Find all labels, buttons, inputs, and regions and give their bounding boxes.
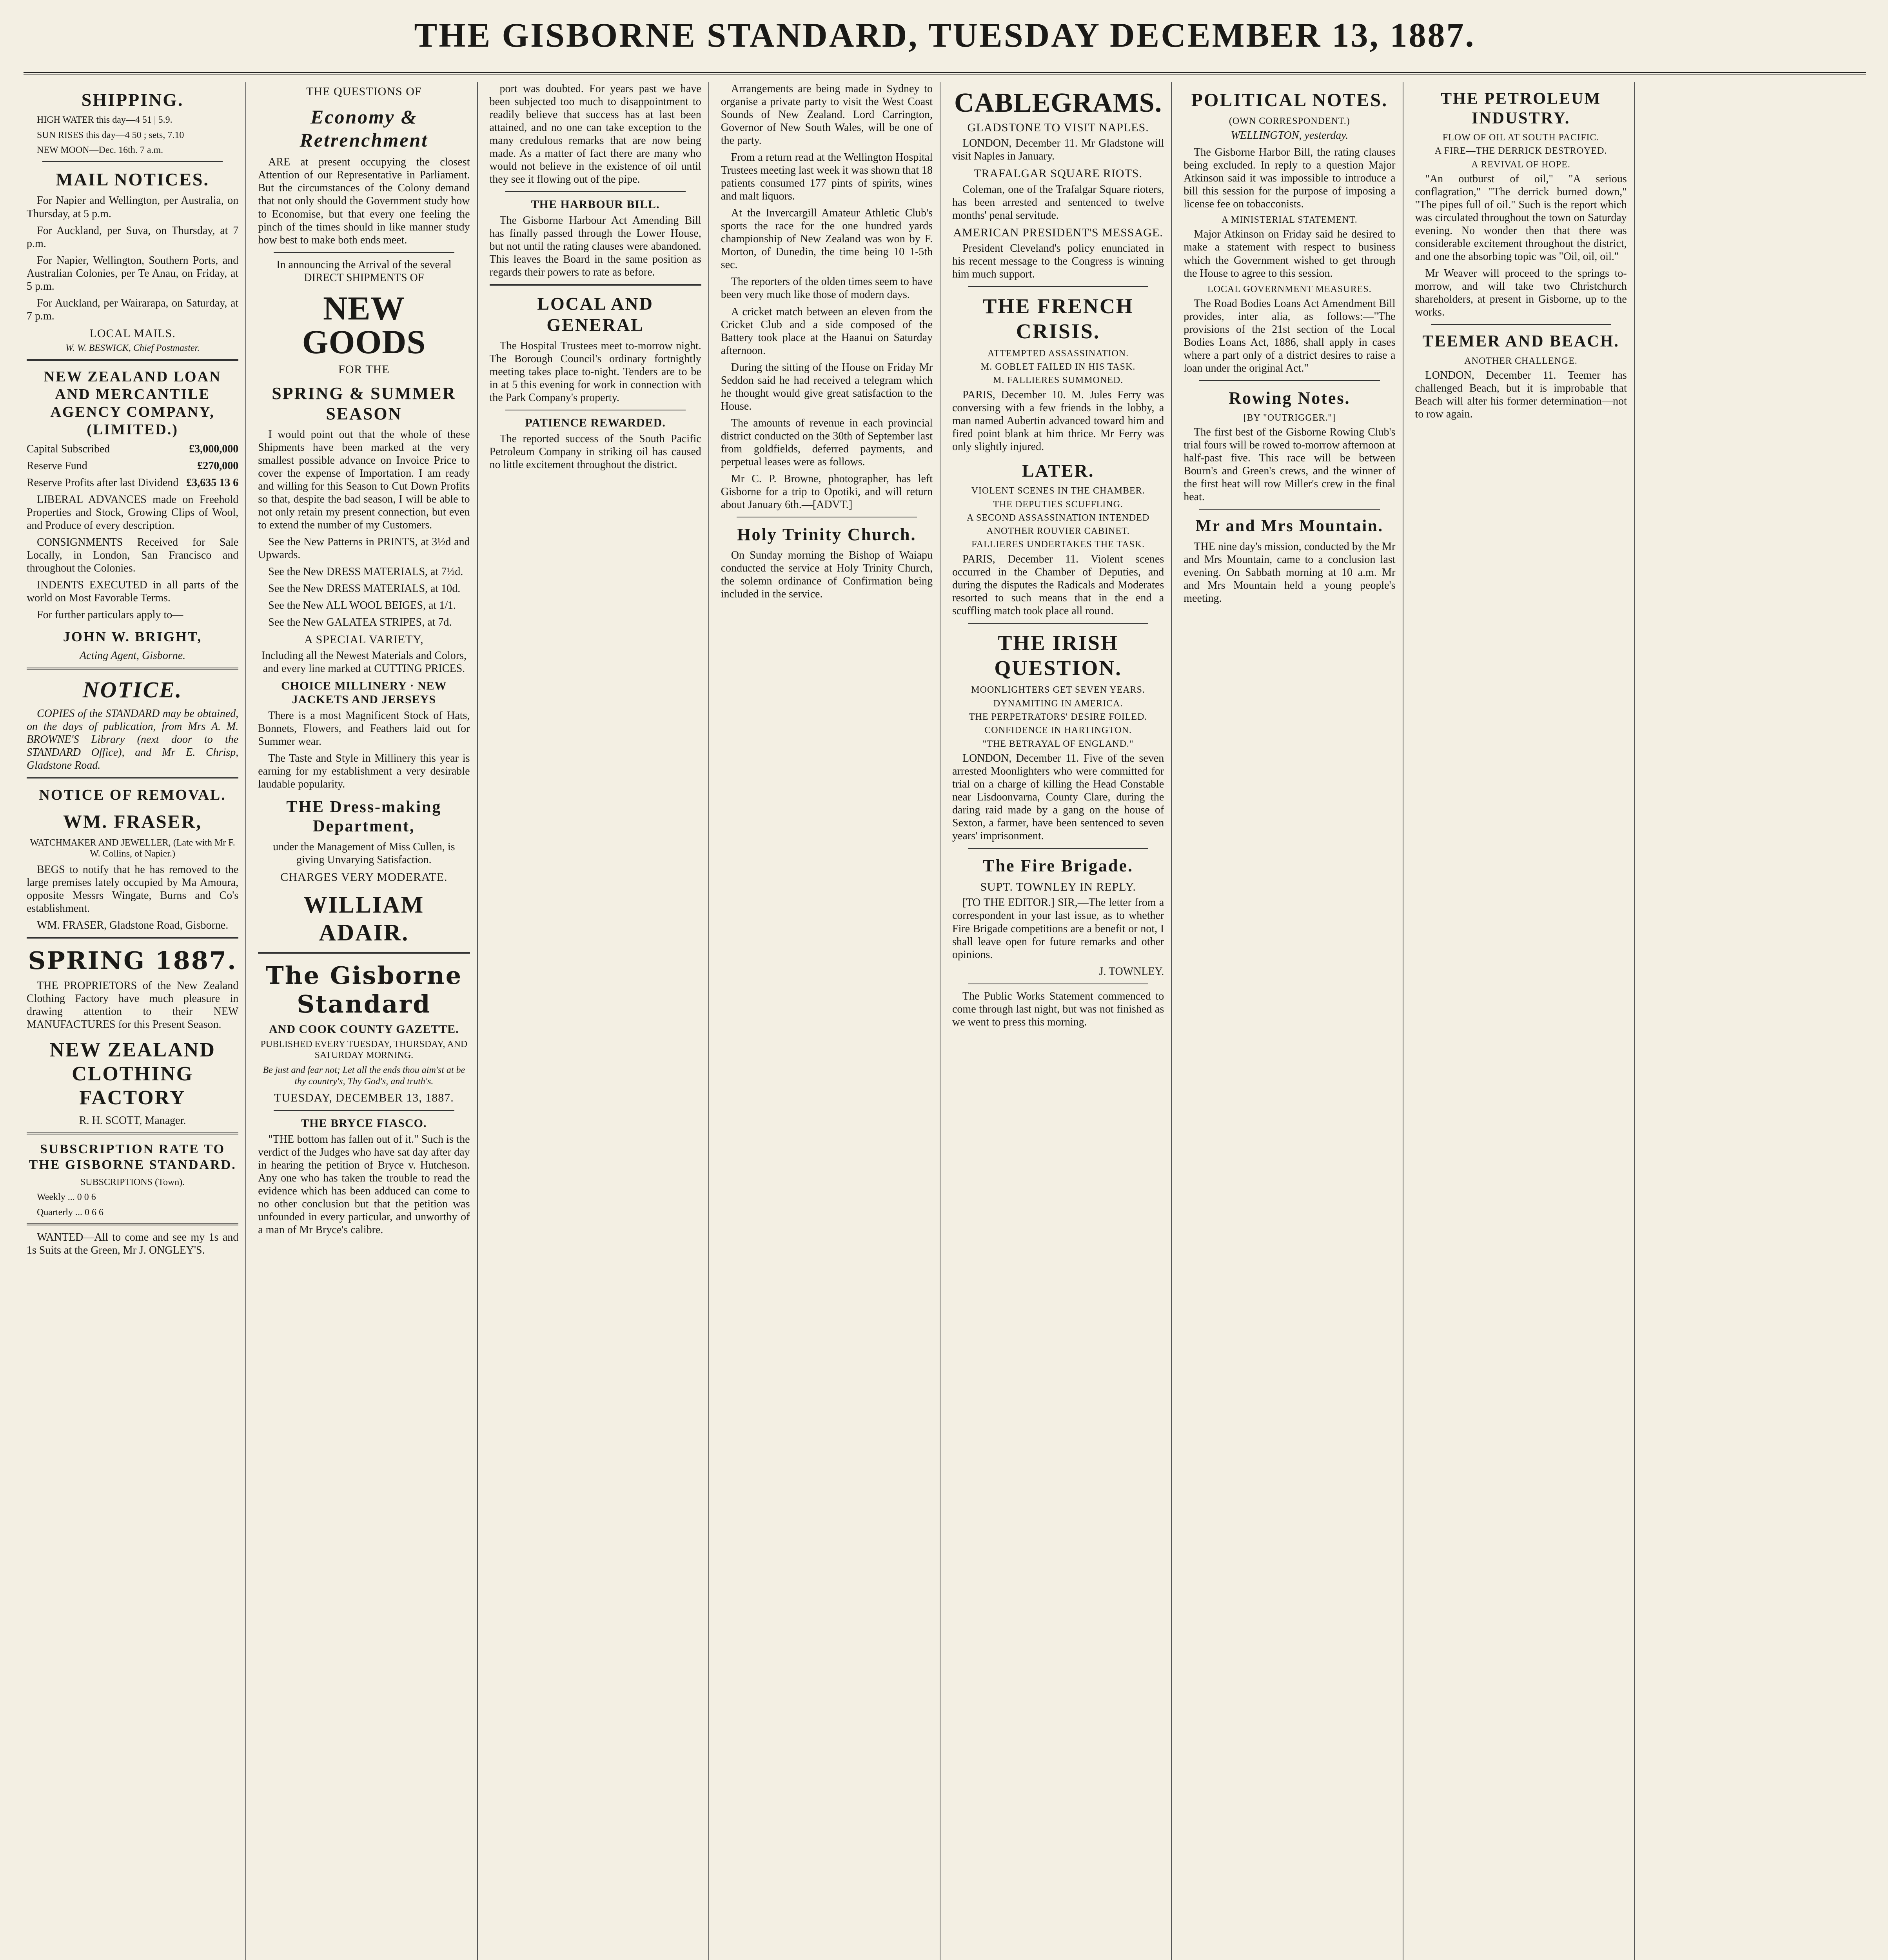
petroleum-text: Mr Weaver will proceed to the springs to-morrow, and will take two Christchurch shareholders, at present in Gisborne, up to the works. <box>1415 267 1627 319</box>
subscription-line: Quarterly ... 0 6 6 <box>37 1207 103 1218</box>
spring-text: THE PROPRIETORS of the New Zealand Clothing Factory have much pleasure in drawing attention to their NEW MANUFACTURES for this Present Season. <box>27 979 239 1031</box>
political-notes-heading: POLITICAL NOTES. <box>1191 90 1388 111</box>
later-subhead: FALLIERES UNDERTAKES THE TASK. <box>971 539 1145 550</box>
column-3 <box>487 82 709 1960</box>
news-paragraph: During the sitting of the House on Friday Mr Seddon said he had received a telegram which he thought would give great satisfaction to the House. <box>721 361 933 412</box>
shipping-heading: SHIPPING. <box>81 90 184 110</box>
fraser-signature: WM. FRASER, Gladstone Road, Gisborne. <box>36 919 229 932</box>
ministerial-text: Major Atkinson on Friday said he desired to make a statement with respect to business which the Government wished to get through the House to agree to this session. <box>1184 228 1396 279</box>
subscription-heading: SUBSCRIPTION RATE TO THE GISBORNE STANDARD. <box>29 1142 236 1172</box>
fraser-subtitle: WATCHMAKER AND JEWELLER, (Late with Mr F. W. Collins, of Napier.) <box>30 837 235 859</box>
mail-line: For Napier, Wellington, Southern Ports, and Australian Colonies, per Te Anau, on Friday, at 5 p.m. <box>27 254 239 292</box>
wanted-ad: WANTED—All to come and see my 1s and 1s Suits at the Green, Mr J. ONGLEY'S. <box>27 1231 239 1257</box>
divider <box>968 286 1148 287</box>
notice-text: COPIES of the STANDARD may be obtained, on the days of publication, from Mrs A. M. BROWNE'S Library (next door to the STANDARD Office), and Mr E. Chrisp, Gladstone Road. <box>27 708 239 772</box>
variety-heading: A SPECIAL VARIETY, <box>304 633 424 646</box>
paper-motto: Be just and fear not; Let all the ends thou aim'st at be thy country's, Thy God's, and truth's. <box>263 1065 465 1087</box>
divider <box>1199 509 1380 510</box>
trafalgar-text: Coleman, one of the Trafalgar Square rioters, has been arrested and sentenced to twelve months' penal servitude. <box>952 183 1164 221</box>
agent-title: Acting Agent, Gisborne. <box>80 649 186 662</box>
rowing-notes-subhead: [BY "OUTRIGGER."] <box>1243 412 1336 423</box>
divider <box>1199 380 1380 381</box>
divider <box>27 777 238 779</box>
teemer-heading: TEEMER AND BEACH. <box>1422 332 1619 351</box>
column-8 <box>1643 82 1866 1960</box>
paper-publication: PUBLISHED EVERY TUESDAY, THURSDAY, AND SATURDAY MORNING. <box>260 1039 468 1060</box>
holy-trinity-text: On Sunday morning the Bishop of Waiapu conducted the service at Holy Trinity Church, the solemn ordinance of Confirmation being included in the service. <box>721 549 933 600</box>
rowing-notes-text: The first best of the Gisborne Rowing Club's trial fours will be rowed to-morrow afternoon at half-past five. This race will be between Bourn's and Green's crews, and the winner of the first heat will row Miller's crew in the final heat. <box>1184 426 1396 503</box>
french-subhead: M. FALLIERES SUMMONED. <box>993 375 1124 386</box>
local-measures-text: The Road Bodies Loans Act Amendment Bill provides, inter alia, as follows:—"The provisions of the 21st section of the Local Bodies Loans Act, 1886, shall apply in cases where a part only of a district desires to raise a loan under the original Act." <box>1184 297 1396 375</box>
apply-text: For further particulars apply to— <box>37 609 183 621</box>
economy-text: ARE at present occupying the closest Attention of our Representative in Parliament. But the circumstances of the Colony demand that not only should the Government study how to Economise, but that every one feeling the pinch of the times should in like manner study how best to make both ends meet. <box>258 156 470 246</box>
irish-subhead: CONFIDENCE IN HARTINGTON. <box>984 725 1132 736</box>
page-columns <box>24 82 1866 1960</box>
bryce-fiasco-heading: THE BRYCE FIASCO. <box>301 1117 427 1130</box>
spring-summer-text: I would point out that the whole of these Shipments have been marked at the very smallest possible advance on Invoice Price to cover the expense of Importation. I am ready and willing for this Season to Cut Down Profits so that, despite the bad season, I will be able to not only retain my present connection, but even to extend the number of my Customers. <box>258 428 470 532</box>
dressmaking-heading: THE Dress-making Department, <box>286 798 442 836</box>
arrival-text: In announcing the Arrival of the several DIRECT SHIPMENTS OF <box>276 258 452 284</box>
prints-line: See the New DRESS MATERIALS, at 7½d. <box>268 566 463 578</box>
fire-brigade-heading: The Fire Brigade. <box>983 856 1134 876</box>
divider <box>27 1223 238 1225</box>
divider <box>274 1110 454 1111</box>
nz-clothing-signature: R. H. SCOTT, Manager. <box>79 1114 186 1127</box>
variety-text: Including all the Newest Materials and Colors, and every line marked at CUTTING PRICES. <box>261 649 467 675</box>
petroleum-heading: THE PETROLEUM INDUSTRY. <box>1441 90 1601 127</box>
patience-text: The reported success of the South Pacific Petroleum Company in striking oil has caused no little excitement throughout the district. <box>489 432 701 471</box>
millinery-text: There is a most Magnificent Stock of Hats, Bonnets, Flowers, and Feathers laid out for Summer wear. <box>258 709 470 748</box>
divider <box>968 623 1148 624</box>
article-text: port was doubted. For years past we have been subjected too much to disappointment to readily believe that success has at last been attained, and no one can take exception to the many credulous remarks that are now being made. As a matter of fact there are many who would not believe in the existence of oil until they see it flowing out of the pipe. <box>489 83 701 186</box>
column-1 <box>24 82 246 1960</box>
public-works-text: The Public Works Statement commenced to come through last night, but was not finished as we went to press this morning. <box>952 990 1164 1028</box>
millinery-heading: CHOICE MILLINERY · NEW JACKETS AND JERSEYS <box>281 679 447 706</box>
divider <box>42 161 223 162</box>
irish-subhead: "THE BETRAYAL OF ENGLAND." <box>982 739 1134 749</box>
local-measures-heading: LOCAL GOVERNMENT MEASURES. <box>1207 284 1372 294</box>
later-text: PARIS, December 11. Violent scenes occurred in the Chamber of Deputies, and during the disputes the Radicals and Moderates resorted to such means that in the end a scuffling match took place all round. <box>952 553 1164 617</box>
prints-line: See the New GALATEA STRIPES, at 7d. <box>268 616 452 629</box>
mountain-text: THE nine day's mission, conducted by the Mr and Mrs Mountain, came to a conclusion last evening. On Sabbath morning at 10 a.m. Mr and Mrs Mountain held a young people's meeting. <box>1184 541 1396 605</box>
petroleum-subhead: A FIRE—THE DERRICK DESTROYED. <box>1434 146 1607 156</box>
later-subhead: A SECOND ASSASSINATION INTENDED <box>966 512 1150 523</box>
paper-name: The Gisborne Standard <box>265 961 463 1019</box>
tide-line: HIGH WATER this day—4 51 | 5.9. <box>37 115 172 125</box>
trafalgar-heading: TRAFALGAR SQUARE RIOTS. <box>974 167 1143 180</box>
column-5 <box>949 82 1172 1960</box>
capital-row: Capital Subscribed £3,000,000 <box>27 443 239 455</box>
masthead-rule <box>24 72 1866 74</box>
subscription-line: Weekly ... 0 0 6 <box>37 1192 96 1203</box>
divider <box>27 359 238 361</box>
irish-subhead: MOONLIGHTERS GET SEVEN YEARS. <box>971 685 1145 695</box>
news-paragraph: The reporters of the olden times seem to have been very much like those of modern days. <box>721 276 933 301</box>
prints-line: See the New ALL WOOL BEIGES, at 1/1. <box>268 599 456 612</box>
divider <box>505 191 686 192</box>
later-subhead: ANOTHER ROUVIER CABINET. <box>986 526 1130 537</box>
french-subhead: M. GOBLET FAILED IN HIS TASK. <box>980 362 1136 372</box>
rowing-notes-heading: Rowing Notes. <box>1229 388 1351 408</box>
fire-brigade-subhead: SUPT. TOWNLEY IN REPLY. <box>980 880 1136 894</box>
american-heading: AMERICAN PRESIDENT'S MESSAGE. <box>953 226 1163 239</box>
agent-name: JOHN W. BRIGHT, <box>63 629 202 645</box>
divider <box>490 284 701 286</box>
local-general-text: The Hospital Trustees meet to-morrow night. The Borough Council's ordinary fortnightly meeting takes place to-night. Tenders are to be in at 5 this evening for work in connection with the Park Company's property. <box>489 340 701 404</box>
political-notes-text: The Gisborne Harbor Bill, the rating clauses being excluded. In reply to a question Major Atkinson said it was impossible to introduce a bill this session for the purpose of imposing a license fee on tobacconists. <box>1184 146 1396 211</box>
news-paragraph: Arrangements are being made in Sydney to organise a private party to visit the West Coast Sounds of New Zealand. Lord Carrington, Governor of New South Wales, will be one of the party. <box>721 83 933 147</box>
charges-text: CHARGES VERY MODERATE. <box>280 870 448 884</box>
fraser-heading: WM. FRASER, <box>63 811 202 833</box>
petroleum-subhead: FLOW OF OIL AT SOUTH PACIFIC. <box>1442 132 1599 143</box>
cablegrams-heading: CABLEGRAMS. <box>954 88 1162 118</box>
local-general-heading: LOCAL AND GENERAL <box>537 293 654 335</box>
mail-line: For Napier and Wellington, per Australia, on Thursday, at 5 p.m. <box>27 194 239 220</box>
column-7 <box>1412 82 1635 1960</box>
harbour-bill-text: The Gisborne Harbour Act Amending Bill has finally passed through the Lower House, but not until the rating clauses were abandoned. This leaves the Board in the same position as regards their powers to rate as before. <box>489 214 701 278</box>
profits-row: Reserve Profits after last Dividend £3,635 13 6 <box>27 476 239 489</box>
divider <box>968 848 1148 849</box>
teemer-subhead: ANOTHER CHALLENGE. <box>1464 356 1578 366</box>
teemer-text: LONDON, December 11. Teemer has challenged Beach, but it is improbable that Beach will alter his former determination—not to row again. <box>1415 369 1627 421</box>
liberal-advances: LIBERAL ADVANCES made on Freehold Properties and Stock, Growing Clips of Wool, and Produce of every description. <box>27 493 239 532</box>
newspaper-title: THE GISBORNE STANDARD, TUESDAY DECEMBER 13, 1887. <box>414 16 1476 54</box>
holy-trinity-heading: Holy Trinity Church. <box>737 524 917 544</box>
divider <box>27 668 238 670</box>
economy-heading: Economy & Retrenchment <box>300 106 428 151</box>
column-4 <box>718 82 940 1960</box>
reserve-row: Reserve Fund £270,000 <box>27 459 239 472</box>
divider <box>1431 324 1611 325</box>
patience-heading: PATIENCE REWARDED. <box>525 416 666 430</box>
local-mails-heading: LOCAL MAILS. <box>89 327 176 340</box>
petroleum-subhead: A REVIVAL OF HOPE. <box>1471 159 1570 170</box>
spring-heading: SPRING 1887. <box>28 946 237 975</box>
ministerial-heading: A MINISTERIAL STATEMENT. <box>1222 215 1358 225</box>
later-heading: LATER. <box>1022 460 1095 481</box>
later-subhead: THE DEPUTIES SCUFFLING. <box>993 499 1123 510</box>
fraser-text: BEGS to notify that he has removed to the large premises lately occupied by Ma Amoura, opposite Messrs Wingate, Burns and Co's establishment. <box>27 864 239 915</box>
harbour-bill-heading: THE HARBOUR BILL. <box>531 198 660 211</box>
political-notes-date: WELLINGTON, yesterday. <box>1231 129 1349 142</box>
prints-line: See the New Patterns in PRINTS, at 3½d and Upwards. <box>258 536 470 561</box>
french-crisis-text: PARIS, December 10. M. Jules Ferry was conversing with a few friends in the lobby, a man named Aubertin advanced toward him and fired point blank at him thrice. Mr Ferry was only slightly injured. <box>952 388 1164 453</box>
william-adair: WILLIAM ADAIR. <box>303 892 425 946</box>
prints-line: See the New DRESS MATERIALS, at 10d. <box>268 583 461 595</box>
divider <box>27 1132 238 1134</box>
french-crisis-heading: THE FRENCH CRISIS. <box>982 294 1134 343</box>
mail-notices-heading: MAIL NOTICES. <box>56 169 209 190</box>
spring-summer-heading: SPRING & SUMMER SEASON <box>272 384 456 423</box>
sun-line: SUN RISES this day—4 50 ; sets, 7.10 <box>37 130 184 140</box>
news-paragraph: From a return read at the Wellington Hospital Trustees meeting last week it was shown that 18 patients consumed 177 pints of spirits, wines and malt liquors. <box>721 151 933 203</box>
subscription-line: SUBSCRIPTIONS (Town). <box>80 1177 185 1188</box>
mail-line: For Auckland, per Wairarapa, on Saturday, at 7 p.m. <box>27 297 239 322</box>
news-paragraph: Mr C. P. Browne, photographer, has left Gisborne for a trip to Opotiki, and will return about January 6th.—[ADVT.] <box>721 472 933 511</box>
fire-brigade-signoff: J. TOWNLEY. <box>1099 965 1164 978</box>
divider <box>258 952 470 954</box>
naples-heading: GLADSTONE TO VISIT NAPLES. <box>967 121 1149 134</box>
nz-loan-heading: NEW ZEALAND LOAN AND MERCANTILE AGENCY COMPANY, (LIMITED.) <box>44 368 221 438</box>
indents: INDENTS EXECUTED in all parts of the world on Most Favorable Terms. <box>27 579 239 604</box>
divider <box>274 252 454 253</box>
questions-heading: THE QUESTIONS OF <box>306 85 422 98</box>
nz-clothing-heading: NEW ZEALAND CLOTHING FACTORY <box>49 1038 216 1109</box>
american-text: President Cleveland's policy enunciated in his recent message to the Congress is winning him much support. <box>952 242 1164 281</box>
bryce-fiasco-text: "THE bottom has fallen out of it." Such is the verdict of the Judges who have sat day after day in hearing the petition of Bryce v. Hutcheson. Any one who has taken the trouble to read the evidence which has been adduced can come to no other conclusion but that the petition was unfounded in every particular, and unworthy of a man of Mr Bryce's calibre. <box>258 1133 470 1236</box>
masthead <box>24 16 1866 74</box>
naples-text: LONDON, December 11. Mr Gladstone will visit Naples in January. <box>952 137 1164 163</box>
political-notes-subhead: (OWN CORRESPONDENT.) <box>1229 116 1350 126</box>
irish-question-heading: THE IRISH QUESTION. <box>994 631 1122 680</box>
french-subhead: ATTEMPTED ASSASSINATION. <box>988 348 1129 359</box>
dressmaking-text: under the Management of Miss Cullen, is giving Unvarying Satisfaction. <box>273 840 455 866</box>
column-6 <box>1180 82 1403 1960</box>
petroleum-text: "An outburst of oil," "A serious conflagration," "The derrick burned down," "The pipes full of oil." Such is the report which was circulated throughout the town on Saturday evening. No wonder then that there was considerable excitement throughout the district, and one the absorbing topic was "Oil, oil, oil." <box>1415 173 1627 263</box>
notice-heading: NOTICE. <box>82 677 183 702</box>
taste-text: The Taste and Style in Millinery this year is earning for my establishment a very desirable laudable popularity. <box>258 752 470 790</box>
removal-heading: NOTICE OF REMOVAL. <box>39 787 226 804</box>
fire-brigade-text: [TO THE EDITOR.] SIR,—The letter from a correspondent in your last issue, as to whether Fire Brigade competitions are a benefit or not, I shall leave open for future remarks and other opinions. <box>952 897 1164 961</box>
column-2 <box>255 82 477 1960</box>
irish-question-text: LONDON, December 11. Five of the seven arrested Moonlighters who were committed for trial on a charge of killing the Head Constable near Lisdoonvarna, County Clare, during the daring raid made by a gang on the house of Sexton, a farmer, have been sentenced to seven years' imprisonment. <box>952 752 1164 842</box>
postmaster-sign: W. W. BESWICK, Chief Postmaster. <box>65 343 200 354</box>
news-paragraph: A cricket match between an eleven from the Cricket Club and a side composed of the Battery took place at the Haanui on Saturday afternoon. <box>721 305 933 357</box>
new-goods-heading: NEW GOODS <box>302 289 426 361</box>
news-paragraph: The amounts of revenue in each provincial district conducted on the 30th of September last from goldfields, deferred payments, and perpetual leases were as follows. <box>721 417 933 468</box>
irish-subhead: DYNAMITING IN AMERICA. <box>993 698 1123 709</box>
news-paragraph: At the Invercargill Amateur Athletic Club's sports the race for the one hundred yards championship of New Zealand was won by F. Morton, of Dunedin, the time being 10 1-5th sec. <box>721 207 933 271</box>
divider <box>27 937 238 939</box>
mail-line: For Auckland, per Suva, on Thursday, at 7 p.m. <box>27 224 239 250</box>
irish-subhead: THE PERPETRATORS' DESIRE FOILED. <box>969 712 1147 722</box>
for-the: FOR THE <box>338 363 390 376</box>
paper-subtitle: AND COOK COUNTY GAZETTE. <box>269 1023 459 1036</box>
mountain-heading: Mr and Mrs Mountain. <box>1195 517 1383 535</box>
later-subhead: VIOLENT SCENES IN THE CHAMBER. <box>971 486 1145 496</box>
moon-line: NEW MOON—Dec. 16th. 7 a.m. <box>37 145 163 155</box>
paper-dateline: TUESDAY, DECEMBER 13, 1887. <box>274 1091 454 1104</box>
consignments: CONSIGNMENTS Received for Sale Locally, in London, San Francisco and throughout the Colonies. <box>27 536 239 575</box>
